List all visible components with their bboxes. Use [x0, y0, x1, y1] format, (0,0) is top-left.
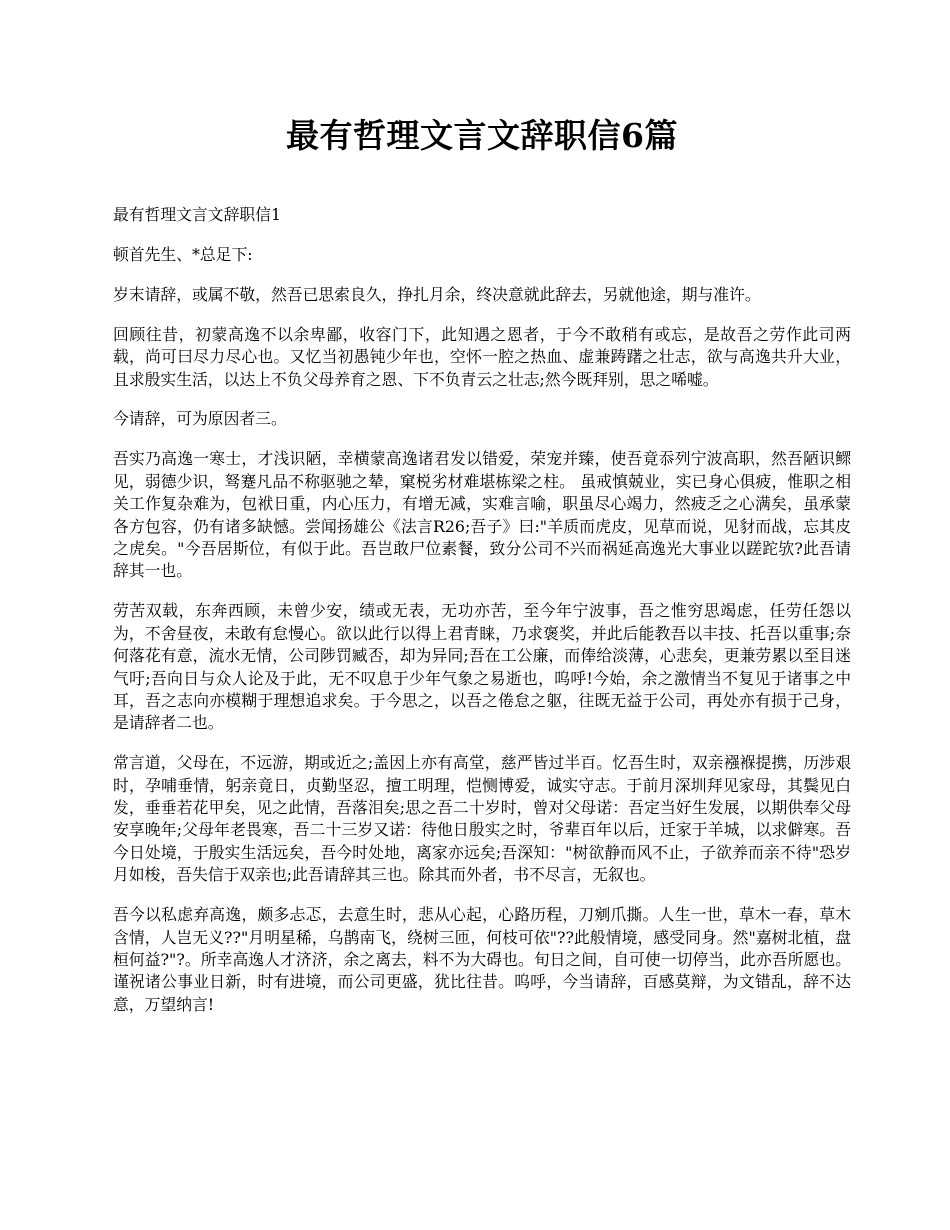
body-paragraph: 常言道，父母在，不远游，期或近之;盖因上亦有高堂，慈严皆过半百。忆吾生时，双亲襁褓提携，历涉艰时，孕哺垂情，躬亲竟日，贞勤坚忍，擅工明理，恺恻博爱，诚实守志。于前月深圳拜见家母，其鬓见白发，垂垂若花甲矣，见之此情，吾落泪矣;思之吾二十岁时，曾对父母诺：吾定当好生发展，以期供奉父母安享晚年;父母年老畏寒，吾二十三岁又诺：待他日殷实之时，爷辈百年以后，迁家于羊城，以求僻寒。吾今日处境，于殷实生活远矣，吾今时处地，离家亦远矣;吾深知："树欲静而风不止，子欲养而亲不待"恐岁月如梭，吾失信于双亲也;此吾请辞其三也。除其而外者，书不尽言，无叙也。	[113, 753, 851, 885]
body-paragraph: 今请辞，可为原因者三。	[113, 409, 287, 429]
subtitle-paragraph: 最有哲理文言文辞职信1	[113, 205, 282, 224]
body-paragraph: 劳苦双载，东奔西顾，未曾少安，绩或无表，无功亦苦，至今年宁波事，吾之惟穷思竭虑，任劳任怨以为，不舍昼夜，未敢有怠慢心。欲以此行以得上君青睐，乃求褒奖，并此后能教吾以丰技、托吾以重事;奈何落花有意，流水无情，公司陟罚臧否，却为异同;吾在工公廉，而俸给淡薄，心悲矣，更兼劳累以至目迷气吁;吾向日与众人论及于此，无不叹息于少年气象之易逝也，呜呼!今始，余之激情当不复见于诸事之中耳，吾之志向亦模糊于理想追求矣。于今思之，以吾之倦怠之躯，往既无益于公司，再处亦有损于己身，是请辞者二也。	[113, 601, 851, 733]
document-title: 最有哲理文言文辞职信6篇	[286, 116, 678, 155]
salutation-paragraph: 顿首先生、*总足下:	[113, 244, 253, 264]
document-page	[113, 110, 851, 1034]
body-paragraph: 吾实乃高逸一寒士，才浅识陋，幸横蒙高逸诸君发以错爱，荣宠并臻，使吾竟忝列宁波高职，然吾陋识鳏见，弱德少识，驽蹇凡品不称驱驰之辇，窠棁劣材难堪栋梁之柱。 虽戒慎兢业，实已身心俱疲，惟职之相关工作复杂难为，包袱日重，内心压力，有增无减，实难言喻，职虽尽心竭力，然疲乏之心满矣，虽承蒙各方包容，仍有诸多缺憾。尝闻扬雄公《法言R26;吾子》曰:"羊质而虎皮，见草而说，见豺而战，忘其皮之虎矣。"今吾居斯位，有似于此。吾岂敢尸位素餐，致分公司不兴而祸延高逸光大事业以蹉跎欤?此吾请辞其一也。	[113, 449, 851, 581]
body-paragraph: 岁末请辞，或属不敬，然吾已思索良久，挣扎月余，终决意就此辞去，另就他途，期与准许。	[113, 284, 761, 304]
body-paragraph: 回顾往昔，初蒙高逸不以余卑鄙，收容门下，此知遇之恩者，于今不敢稍有或忘，是故吾之劳作此司两载，尚可曰尽力尽心也。又忆当初愚钝少年也，空怀一腔之热血、虚兼踌躇之壮志，欲与高逸共升大业，且求殷实生活，以达上不负父母养育之恩、下不负青云之壮志;然今既拜别，思之唏嘘。	[113, 324, 851, 389]
closing-paragraph: 吾今以私虑弃高逸，颇多忐忑，去意生时，悲从心起，心路历程，刀剜爪撕。人生一世，草木一春，草木含情，人岂无义??"月明星稀，乌鹊南飞，绕树三匝，何枝可依"??此般情境，感受同身。然"嘉树北植，盘桓何益?"?。所幸高逸人才济济，余之离去，料不为大碍也。旬日之间，自可使一切停当，此亦吾所愿也。谨祝诸公事业日新，时有进境，而公司更盛，犹比往昔。呜呼，今当请辞，百感莫辩，为文错乱，辞不达意，万望纳言!	[113, 905, 851, 1014]
